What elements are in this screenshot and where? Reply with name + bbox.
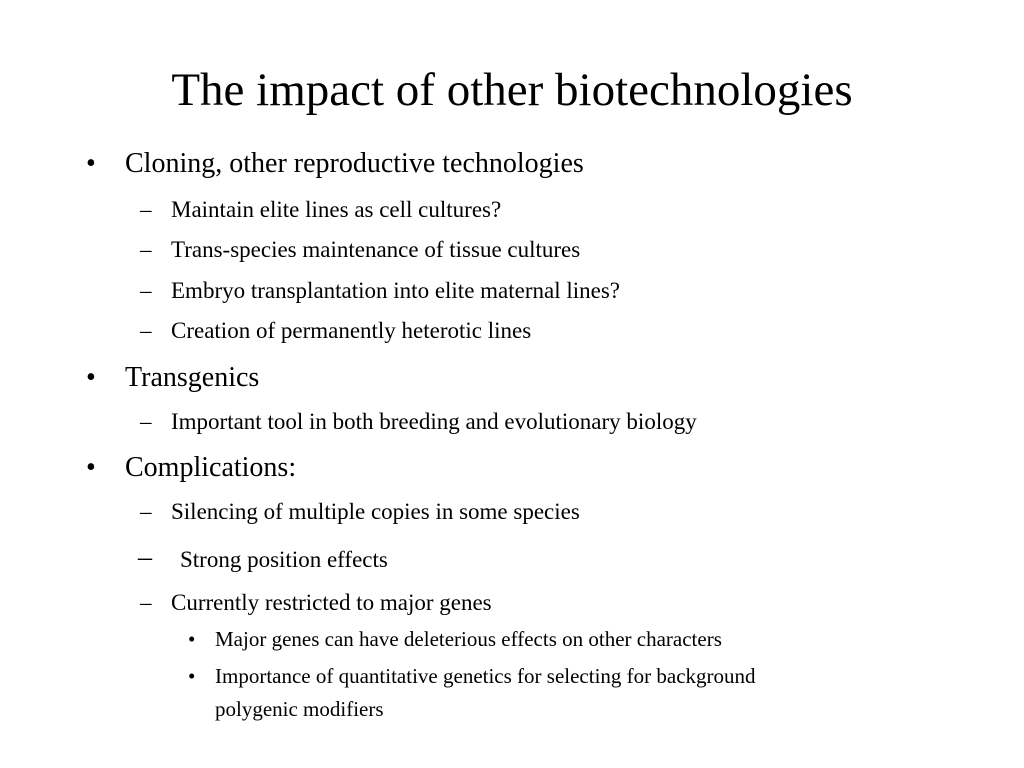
bullet-marker: • (86, 362, 96, 393)
subsubitem-quantitative-genetics-continued: polygenic modifiers (215, 697, 384, 721)
bullet-marker: • (188, 664, 196, 688)
dash-marker: – (138, 542, 152, 573)
subitem-trans-species: Trans-species maintenance of tissue cultures (171, 237, 581, 262)
bullet-item-complications: Complications: (125, 452, 297, 483)
subitem-silencing: Silencing of multiple copies in some species (171, 499, 580, 524)
subsubitem-quantitative-genetics: Importance of quantitative genetics for selecting for background (215, 664, 756, 688)
bullet-marker: • (86, 452, 96, 483)
dash-marker: – (140, 409, 152, 434)
subitem-position-effects: Strong position effects (180, 547, 388, 572)
bullet-item-cloning: Cloning, other reproductive technologies (125, 148, 584, 179)
bullet-item-transgenics: Transgenics (125, 362, 260, 393)
subitem-major-genes: Currently restricted to major genes (171, 590, 492, 615)
subitem-embryo-transplantation: Embryo transplantation into elite maternal lines? (171, 278, 621, 303)
bullet-marker: • (86, 148, 96, 179)
dash-marker: – (140, 318, 152, 343)
subitem-important-tool: Important tool in both breeding and evolutionary biology (171, 409, 697, 434)
dash-marker: – (140, 499, 152, 524)
dash-marker: – (140, 197, 152, 222)
dash-marker: – (140, 590, 152, 615)
dash-marker: – (140, 237, 152, 262)
dash-marker: – (140, 278, 152, 303)
bullet-marker: • (188, 627, 196, 651)
subitem-heterotic-lines: Creation of permanently heterotic lines (171, 318, 532, 343)
subitem-maintain-elite-lines: Maintain elite lines as cell cultures? (171, 197, 502, 222)
slide-title: The impact of other biotechnologies (171, 64, 853, 116)
subsubitem-deleterious-effects: Major genes can have deleterious effects on other characters (215, 627, 722, 651)
